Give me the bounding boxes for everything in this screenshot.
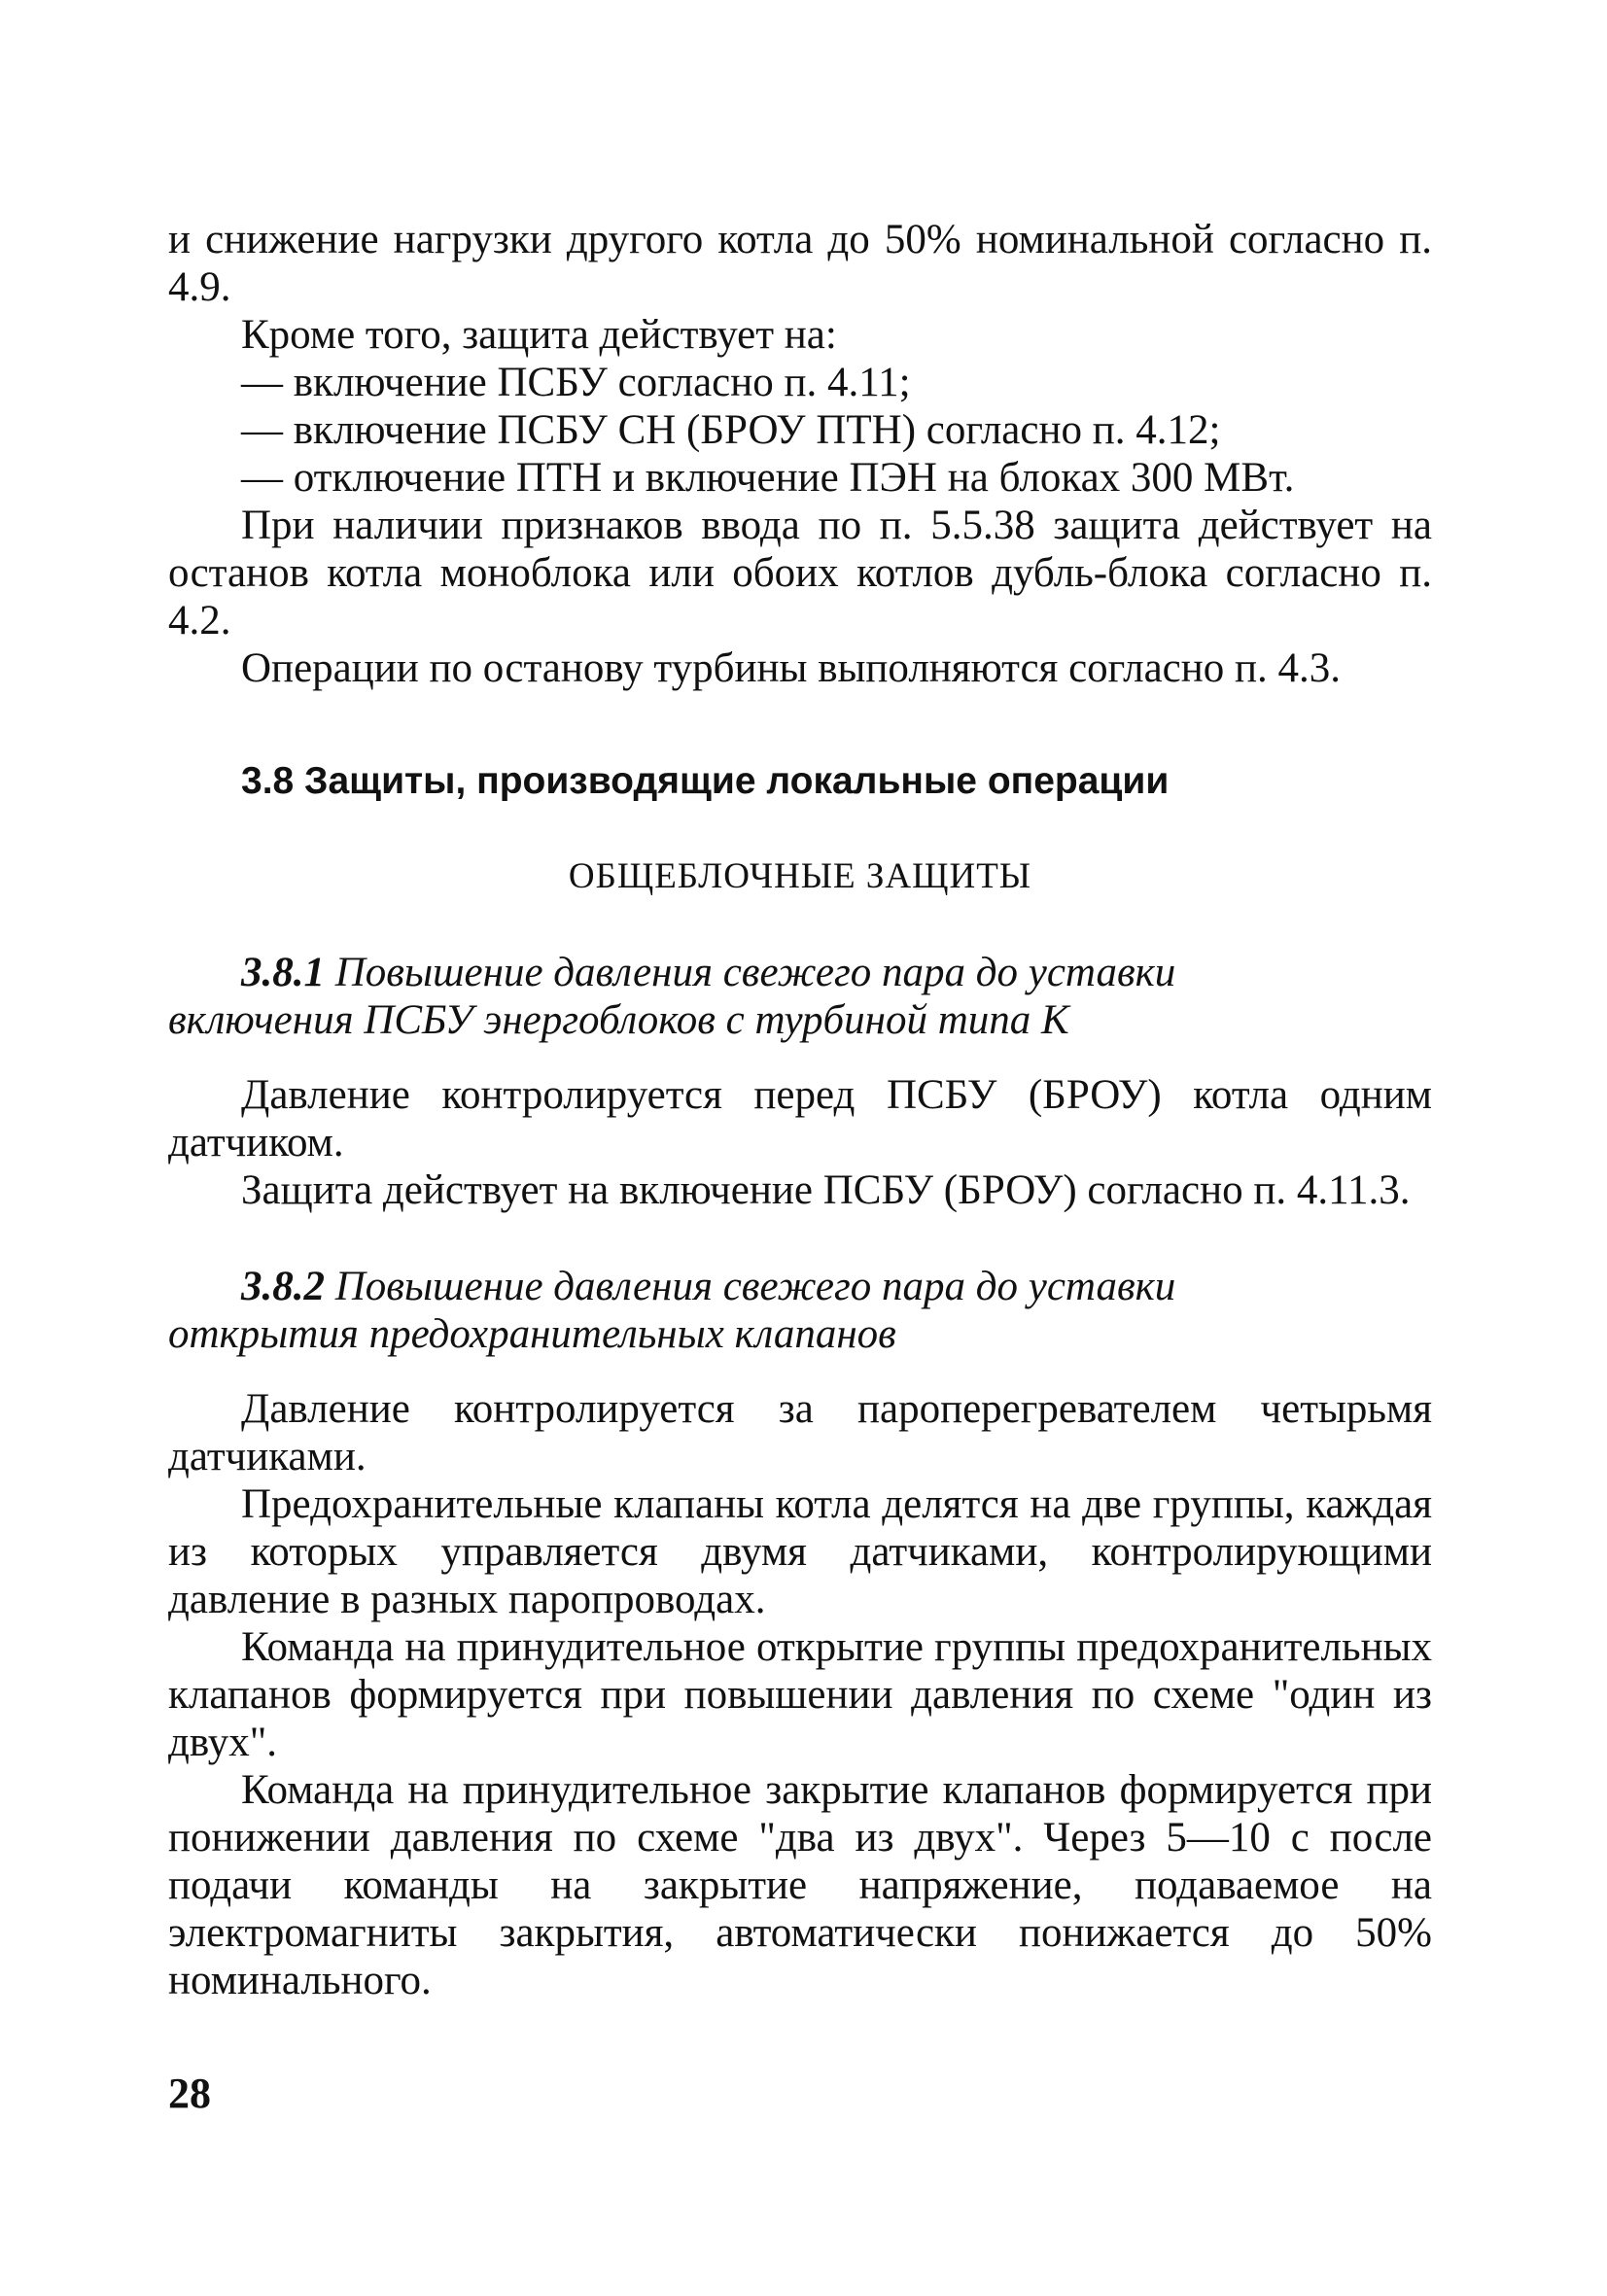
item-number: 3.8.1 — [241, 950, 325, 995]
paragraph: Давление контролируется перед ПСБУ (БРОУ) котла одним датчиком. — [168, 1072, 1432, 1165]
subsection-title: ОБЩЕБЛОЧНЫЕ ЗАЩИТЫ — [568, 856, 1032, 896]
paragraph: Кроме того, защита действует на: — [241, 312, 837, 358]
paragraph: и снижение нагрузки другого котла до 50% номинальной согласно п. 4.9. — [168, 217, 1432, 310]
paragraph: При наличии признаков ввода по п. 5.5.38 защита действует на останов котла моноблока или обоих котлов дубль-блока согласно п. 4.2. — [168, 503, 1432, 644]
list-item: — включение ПСБУ СН (БРОУ ПТН) согласно п. 4.12; — [241, 407, 1221, 453]
item-heading-line1: Повышение давления свежего пара до уставки — [334, 1264, 1176, 1309]
paragraph: Команда на принудительное открытие группы предохранительных клапанов формируется при повышении давления по схеме "один из двух". — [168, 1624, 1432, 1765]
section-title: 3.8 Защиты, производящие локальные операции — [241, 760, 1170, 802]
paragraph: Давление контролируется за пароперегревателем четырьмя датчиками. — [168, 1386, 1432, 1479]
paragraph: Команда на принудительное закрытие клапанов формируется при понижении давления по схеме "два из двух". Через 5—10 с после подачи команды на закрытие напряжение, подаваемое на электромагниты закрытия, автоматически понижается до 50% номинального. — [168, 1767, 1432, 2003]
item-heading-line2: открытия предохранительных клапанов — [168, 1311, 896, 1357]
paragraph: Защита действует на включение ПСБУ (БРОУ) согласно п. 4.11.3. — [241, 1167, 1411, 1213]
list-item: — включение ПСБУ согласно п. 4.11; — [241, 360, 911, 405]
item-number: 3.8.2 — [241, 1264, 325, 1309]
item-heading — [168, 1263, 1432, 1358]
item-heading — [168, 949, 1432, 1044]
page-number: 28 — [168, 2070, 211, 2117]
item-heading-line2: включения ПСБУ энергоблоков с турбиной типа К — [168, 997, 1069, 1043]
page-body — [168, 216, 1432, 2004]
paragraph: Операции по останову турбины выполняются согласно п. 4.3. — [241, 645, 1342, 691]
paragraph: Предохранительные клапаны котла делятся на две группы, каждая из которых управляется двумя датчиками, контролирующими давление в разных паропроводах. — [168, 1481, 1432, 1622]
item-heading-line1: Повышение давления свежего пара до уставки — [334, 950, 1176, 995]
list-item: — отключение ПТН и включение ПЭН на блоках 300 МВт. — [241, 455, 1295, 501]
